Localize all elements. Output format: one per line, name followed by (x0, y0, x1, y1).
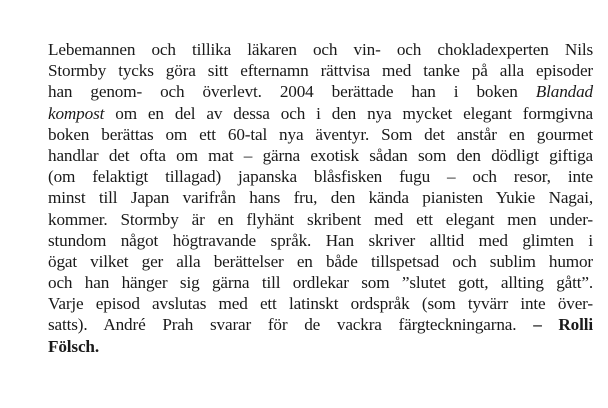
text-segment: satts). André Prah svarar för de vackra färgteckningarna. (48, 315, 534, 335)
text-line (48, 251, 593, 272)
text-line (48, 60, 593, 81)
text-line (48, 209, 593, 230)
book-title: Blandad (535, 82, 593, 102)
text-line (48, 124, 593, 145)
author-signature: – Rolli (533, 315, 593, 335)
text-line (48, 81, 593, 102)
text-segment: Lebemannen och tillika läkaren och vin- och chokladexperten Nils (48, 40, 593, 59)
text-segment: Stormby tycks göra sitt efternamn rättvisa med tanke på alla episoder (48, 61, 593, 81)
author-signature: Fölsch. (48, 336, 99, 356)
text-line (48, 314, 593, 335)
review-paragraph (48, 39, 593, 357)
text-line (48, 293, 593, 314)
text-line (48, 166, 593, 187)
text-segment: Varje episod avslutas med ett latinskt ordspråk (som tyvärr inte över- (48, 294, 593, 314)
text-segment: handlar det ofta om mat – gärna exotisk sådan som den dödligt giftiga (48, 145, 593, 165)
text-segment: stundom något högtravande språk. Han skriver alltid med glimten i (48, 230, 593, 250)
text-segment: och han hänger sig gärna till ordlekar som ”slutet gott, allting gått”. (48, 273, 593, 293)
text-segment: han genom- och överlevt. 2004 berättade han i boken (48, 82, 536, 102)
text-line (48, 39, 593, 60)
text-line (48, 230, 593, 251)
text-line (48, 272, 593, 293)
text-segment: kommer. Stormby är en flyhänt skribent med ett elegant men under- (48, 209, 593, 229)
text-segment: om en del av dessa och i den nya mycket elegant formgivna (104, 103, 593, 123)
text-line (48, 145, 593, 166)
text-line (48, 187, 593, 208)
text-line (48, 103, 593, 124)
text-segment: minst till Japan varifrån hans fru, den kända pianisten Yukie Nagai, (48, 188, 593, 208)
text-segment: ögat vilket ger alla berättelser en både tillspetsad och sublim humor (48, 251, 593, 271)
book-title: kompost (48, 103, 105, 123)
text-segment: (om felaktigt tillagad) japanska blåsfisken fugu – och resor, inte (48, 167, 593, 187)
text-segment: boken berättas om ett 60-tal nya äventyr. Som det anstår en gourmet (48, 124, 593, 144)
text-line (48, 336, 593, 357)
